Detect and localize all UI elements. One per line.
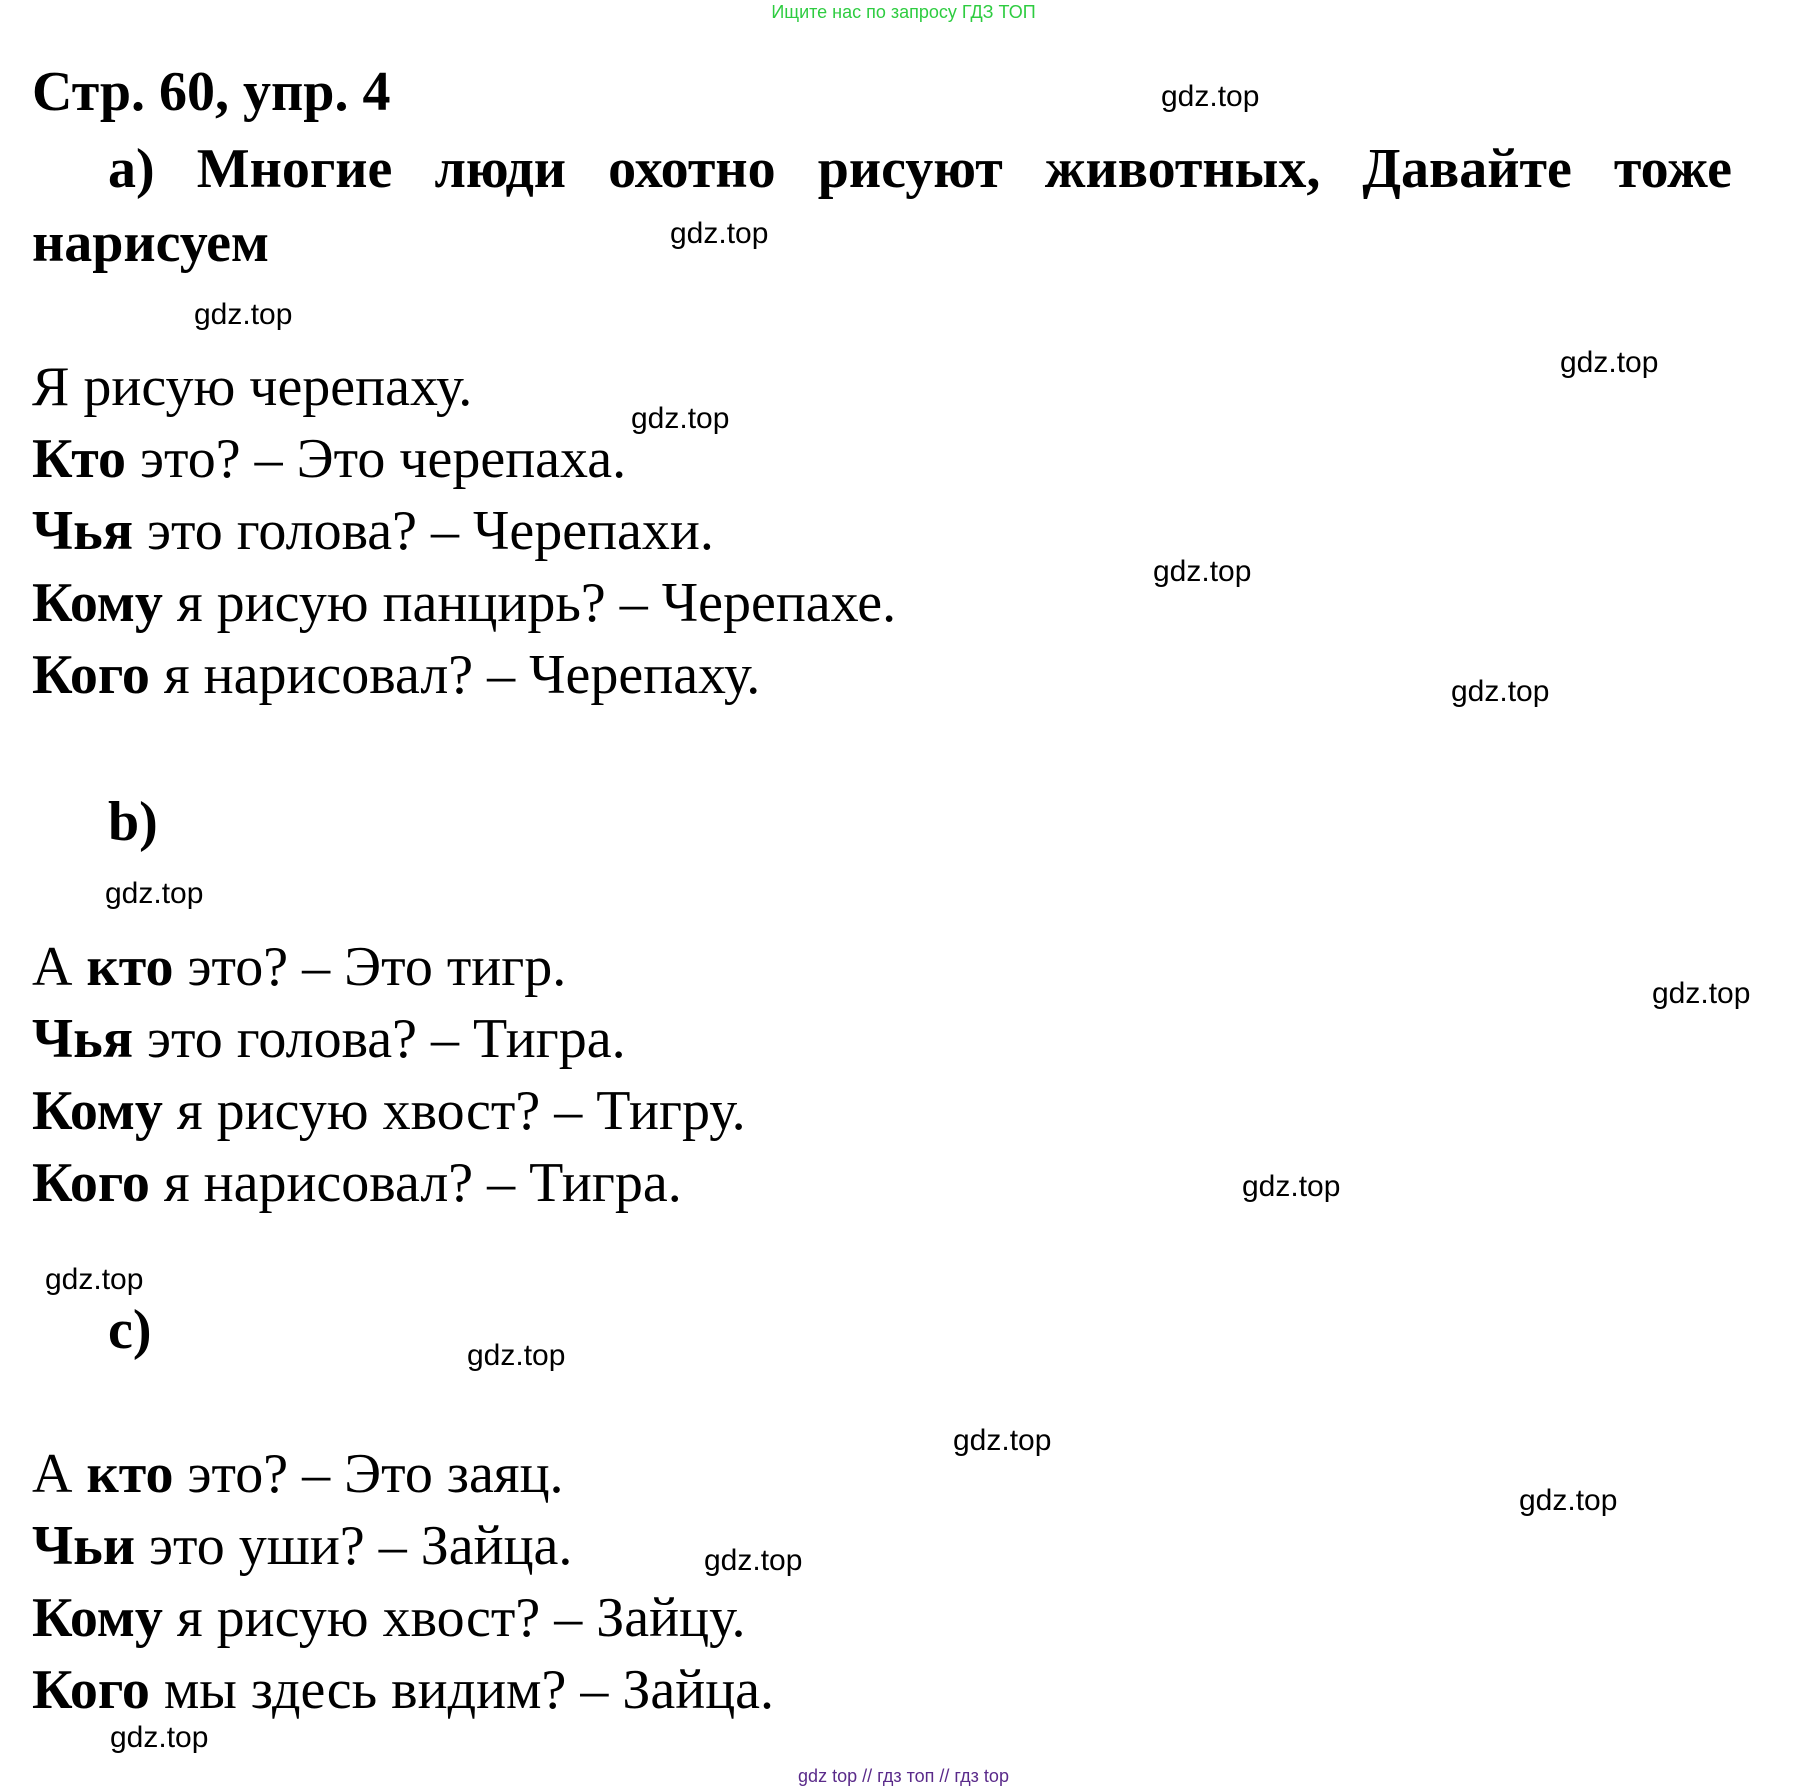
question-word: Кому [32, 1080, 163, 1142]
line-b-3 [32, 1079, 746, 1143]
watermark: gdz.top [631, 402, 730, 435]
question-word: Чьи [32, 1515, 135, 1577]
section-c-label: c) [108, 1299, 152, 1361]
question-word: Чья [32, 1008, 134, 1070]
line-text: я нарисовал? – Тигра. [149, 1152, 682, 1214]
question-word: Кто [32, 428, 126, 490]
watermark: gdz.top [1451, 675, 1550, 708]
line-b-2 [32, 1007, 626, 1071]
watermark: gdz.top [1161, 80, 1260, 113]
line-c-2 [32, 1514, 572, 1578]
watermark: gdz.top [194, 298, 293, 331]
question-word: Кого [32, 1659, 150, 1721]
watermark: gdz.top [1242, 1170, 1341, 1203]
question-word: Кому [32, 572, 163, 634]
line-text: это голова? – Черепахи. [133, 500, 714, 562]
question-word: Кому [32, 1587, 163, 1649]
page-heading: Стр. 60, упр. 4 [32, 61, 391, 123]
line-c-1 [32, 1442, 564, 1506]
watermark: gdz.top [45, 1263, 144, 1296]
question-word: Чья [32, 500, 134, 562]
line-text: я рисую хвост? – Зайцу. [162, 1587, 746, 1649]
line-a-4 [32, 643, 760, 707]
line-text: это? – Это заяц. [173, 1443, 564, 1505]
question-word: кто [86, 1443, 174, 1505]
watermark: gdz.top [1652, 977, 1751, 1010]
watermark: gdz.top [110, 1721, 209, 1754]
watermark: gdz.top [467, 1339, 566, 1372]
line-text: мы здесь видим? – Зайца. [149, 1659, 775, 1721]
intro-line: Я рисую черепаху. [32, 356, 473, 418]
line-a-1 [32, 427, 626, 491]
line-a-2 [32, 499, 714, 563]
watermark: gdz.top [1153, 555, 1252, 588]
line-text: это уши? – Зайца. [134, 1515, 573, 1577]
question-word: Кого [32, 1152, 150, 1214]
task-text: а) Многие люди охотно рисуют животных, Давайте тоже нарисуем [32, 138, 1732, 274]
top-banner: Ищите нас по запросу ГДЗ ТОП [771, 2, 1036, 22]
line-text: я нарисовал? – Черепаху. [149, 644, 761, 706]
line-text: это? – Это черепаха. [125, 428, 627, 490]
line-text: я рисую панцирь? – Черепахе. [162, 572, 897, 634]
question-word: кто [86, 936, 174, 998]
line-c-4 [32, 1658, 774, 1722]
line-text: это? – Это тигр. [173, 936, 567, 998]
question-word: Кого [32, 644, 150, 706]
line-text: это голова? – Тигра. [133, 1008, 626, 1070]
watermark: gdz.top [953, 1424, 1052, 1457]
section-b-label: b) [108, 791, 158, 853]
watermark: gdz.top [105, 877, 204, 910]
line-c-3 [32, 1586, 745, 1650]
watermark: gdz.top [704, 1544, 803, 1577]
line-prefix: А [32, 936, 87, 998]
line-a-3 [32, 571, 896, 635]
line-prefix: А [32, 1443, 87, 1505]
footer-links: gdz top // гдз топ // гдз top [798, 1766, 1009, 1786]
watermark: gdz.top [670, 217, 769, 250]
watermark: gdz.top [1519, 1484, 1618, 1517]
line-text: я рисую хвост? – Тигру. [162, 1080, 746, 1142]
line-b-1 [32, 935, 566, 999]
line-b-4 [32, 1151, 682, 1215]
watermark: gdz.top [1560, 346, 1659, 379]
